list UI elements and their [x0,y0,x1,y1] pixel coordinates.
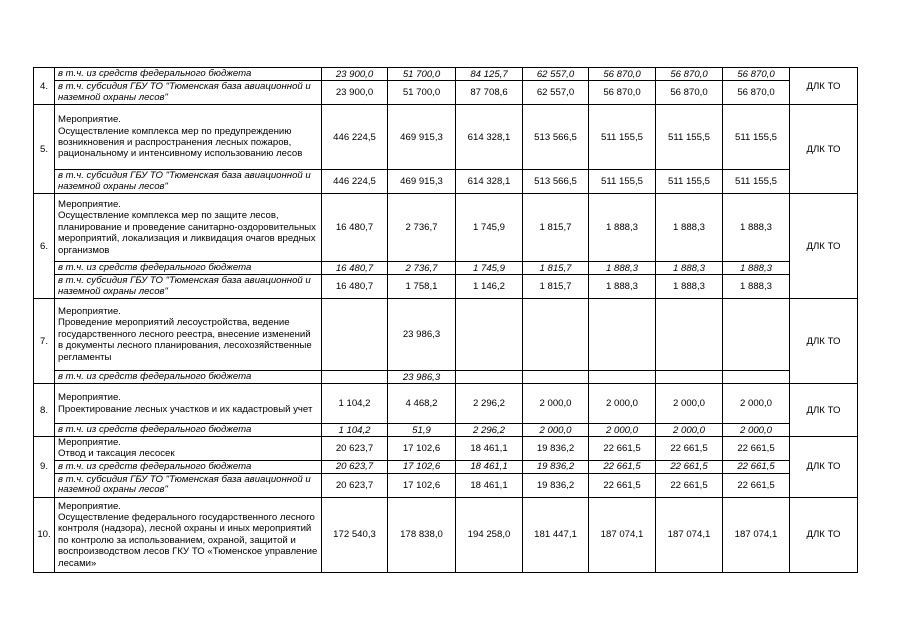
value-cell: 2 736,7 [388,194,456,262]
subrow-label: в т.ч. из средств федерального бюджета [55,262,322,275]
subrow-value-cell: 56 870,0 [589,68,656,81]
subrow-value-cell [723,371,790,384]
value-cell [589,299,656,371]
value-cell: 172 540,3 [322,497,388,572]
subrow-value-cell: 511 155,5 [656,170,723,194]
row-number: 8. [34,384,55,437]
value-cell: 1 888,3 [656,194,723,262]
subrow-value-cell: 16 480,7 [322,262,388,275]
subrow-value-cell: 84 125,7 [456,68,523,81]
value-cell: 2 000,0 [523,384,589,424]
table-subrow [34,460,858,473]
subrow-value-cell: 1 888,3 [589,275,656,299]
value-cell: 513 566,5 [523,105,589,170]
subrow-label: в т.ч. из средств федерального бюджета [55,68,322,81]
value-cell: 194 258,0 [456,497,523,572]
table-row [34,105,858,170]
responsible-cell: ДЛК ТО [790,384,858,437]
subrow-value-cell: 51 700,0 [388,81,456,105]
value-cell [656,299,723,371]
subrow-value-cell: 20 623,7 [322,473,388,497]
row-number: 6. [34,194,55,299]
table-subrow [34,371,858,384]
subrow-value-cell: 51 700,0 [388,68,456,81]
subrow-value-cell: 17 102,6 [388,473,456,497]
subrow-value-cell: 18 461,1 [456,460,523,473]
value-cell [322,299,388,371]
value-cell: 2 000,0 [723,384,790,424]
subrow-value-cell [589,371,656,384]
subrow-value-cell: 2 296,2 [456,424,523,437]
subrow-value-cell [456,371,523,384]
subrow-value-cell: 22 661,5 [589,460,656,473]
subrow-value-cell: 22 661,5 [656,460,723,473]
value-cell [523,299,589,371]
subrow-value-cell: 23 986,3 [388,371,456,384]
subrow-value-cell: 1 888,3 [656,275,723,299]
subrow-value-cell: 511 155,5 [723,170,790,194]
table-subrow [34,170,858,194]
activity-title: Мероприятие. Осуществление комплекса мер по защите лесов, планирование и проведение санитарно-оздоровительных мероприятий, локализация и ликвидация очагов вредных организмов [55,194,322,262]
value-cell: 19 836,2 [523,437,589,461]
table-subrow [34,275,858,299]
subrow-value-cell: 22 661,5 [723,460,790,473]
subrow-value-cell: 1 888,3 [589,262,656,275]
table-row [34,497,858,572]
subrow-value-cell: 1 745,9 [456,262,523,275]
value-cell: 469 915,3 [388,105,456,170]
budget-table [33,67,858,573]
subrow-value-cell: 1 888,3 [723,262,790,275]
subrow-value-cell: 23 900,0 [322,81,388,105]
subrow-value-cell [523,371,589,384]
subrow-value-cell: 1 815,7 [523,275,589,299]
subrow-value-cell: 56 870,0 [723,81,790,105]
table-row [34,437,858,461]
value-cell [456,299,523,371]
activity-title: Мероприятие. Проведение мероприятий лесоустройства, ведение государственного лесного реестра, внесение изменений в документы лесного планирования, лесохозяйственные регламенты [55,299,322,371]
subrow-value-cell: 51,9 [388,424,456,437]
table-row [34,299,858,371]
value-cell: 16 480,7 [322,194,388,262]
value-cell: 1 745,9 [456,194,523,262]
subrow-value-cell: 19 836,2 [523,460,589,473]
value-cell: 4 468,2 [388,384,456,424]
responsible-cell: ДЛК ТО [790,105,858,194]
activity-title: Мероприятие. Осуществление федерального государственного лесного контроля (надзора), лесной охраны и иных мероприятий по контролю за использованием, охраной, защитой и воспроизводством лесов ГКУ ТО «Тюменское управление лесами» [55,497,322,572]
subrow-value-cell: 469 915,3 [388,170,456,194]
value-cell: 22 661,5 [723,437,790,461]
subrow-value-cell: 56 870,0 [723,68,790,81]
value-cell: 614 328,1 [456,105,523,170]
subrow-value-cell: 1 888,3 [656,262,723,275]
responsible-cell: ДЛК ТО [790,68,858,105]
subrow-value-cell: 20 623,7 [322,460,388,473]
subrow-label: в т.ч. субсидия ГБУ ТО "Тюменская база авиационной и наземной охраны лесов" [55,81,322,105]
subrow-label: в т.ч. из средств федерального бюджета [55,424,322,437]
subrow-value-cell: 56 870,0 [589,81,656,105]
responsible-cell: ДЛК ТО [790,497,858,572]
activity-title: Мероприятие. Отвод и таксация лесосек [55,437,322,461]
activity-title: Мероприятие. Осуществление комплекса мер по предупреждению возникновения и распространения лесных пожаров, рациональному и интенсивному использованию лесов [55,105,322,170]
subrow-value-cell: 1 888,3 [723,275,790,299]
value-cell: 187 074,1 [723,497,790,572]
value-cell: 1 888,3 [589,194,656,262]
value-cell: 22 661,5 [589,437,656,461]
subrow-value-cell: 56 870,0 [656,68,723,81]
table-subrow [34,473,858,497]
responsible-cell: ДЛК ТО [790,437,858,498]
value-cell: 511 155,5 [656,105,723,170]
value-cell: 2 000,0 [589,384,656,424]
subrow-value-cell [322,371,388,384]
row-number: 7. [34,299,55,384]
responsible-cell: ДЛК ТО [790,299,858,384]
responsible-cell: ДЛК ТО [790,194,858,299]
value-cell: 18 461,1 [456,437,523,461]
value-cell: 187 074,1 [656,497,723,572]
table-row [34,194,858,262]
value-cell: 1 888,3 [723,194,790,262]
table-row [34,384,858,424]
table-body [34,68,858,573]
row-number: 5. [34,105,55,194]
value-cell: 20 623,7 [322,437,388,461]
activity-title: Мероприятие. Проектирование лесных участков и их кадастровый учет [55,384,322,424]
subrow-value-cell: 87 708,6 [456,81,523,105]
value-cell: 1 815,7 [523,194,589,262]
row-number: 4. [34,68,55,105]
subrow-value-cell: 62 557,0 [523,68,589,81]
subrow-value-cell: 22 661,5 [656,473,723,497]
subrow-value-cell: 511 155,5 [589,170,656,194]
subrow-label: в т.ч. из средств федерального бюджета [55,371,322,384]
value-cell: 1 104,2 [322,384,388,424]
subrow-value-cell: 614 328,1 [456,170,523,194]
value-cell: 2 296,2 [456,384,523,424]
subrow-value-cell: 513 566,5 [523,170,589,194]
table-subrow [34,68,858,81]
subrow-value-cell: 1 104,2 [322,424,388,437]
subrow-label: в т.ч. субсидия ГБУ ТО "Тюменская база авиационной и наземной охраны лесов" [55,473,322,497]
value-cell: 181 447,1 [523,497,589,572]
subrow-value-cell: 17 102,6 [388,460,456,473]
subrow-value-cell: 56 870,0 [656,81,723,105]
subrow-value-cell: 22 661,5 [723,473,790,497]
value-cell: 23 986,3 [388,299,456,371]
row-number: 9. [34,437,55,498]
value-cell [723,299,790,371]
subrow-value-cell: 1 146,2 [456,275,523,299]
subrow-value-cell: 2 000,0 [723,424,790,437]
subrow-value-cell: 446 224,5 [322,170,388,194]
subrow-value-cell: 2 736,7 [388,262,456,275]
subrow-value-cell [656,371,723,384]
value-cell: 17 102,6 [388,437,456,461]
subrow-label: в т.ч. субсидия ГБУ ТО "Тюменская база авиационной и наземной охраны лесов" [55,275,322,299]
value-cell: 446 224,5 [322,105,388,170]
value-cell: 511 155,5 [723,105,790,170]
value-cell: 187 074,1 [589,497,656,572]
subrow-value-cell: 2 000,0 [523,424,589,437]
value-cell: 2 000,0 [656,384,723,424]
subrow-value-cell: 19 836,2 [523,473,589,497]
subrow-value-cell: 1 758,1 [388,275,456,299]
value-cell: 178 838,0 [388,497,456,572]
value-cell: 22 661,5 [656,437,723,461]
row-number: 10. [34,497,55,572]
subrow-value-cell: 23 900,0 [322,68,388,81]
subrow-label: в т.ч. субсидия ГБУ ТО "Тюменская база авиационной и наземной охраны лесов" [55,170,322,194]
subrow-value-cell: 62 557,0 [523,81,589,105]
subrow-value-cell: 2 000,0 [656,424,723,437]
subrow-value-cell: 22 661,5 [589,473,656,497]
table-subrow [34,81,858,105]
value-cell: 511 155,5 [589,105,656,170]
subrow-value-cell: 18 461,1 [456,473,523,497]
table-subrow [34,262,858,275]
subrow-value-cell: 16 480,7 [322,275,388,299]
table-subrow [34,424,858,437]
subrow-value-cell: 1 815,7 [523,262,589,275]
subrow-value-cell: 2 000,0 [589,424,656,437]
subrow-label: в т.ч. из средств федерального бюджета [55,460,322,473]
